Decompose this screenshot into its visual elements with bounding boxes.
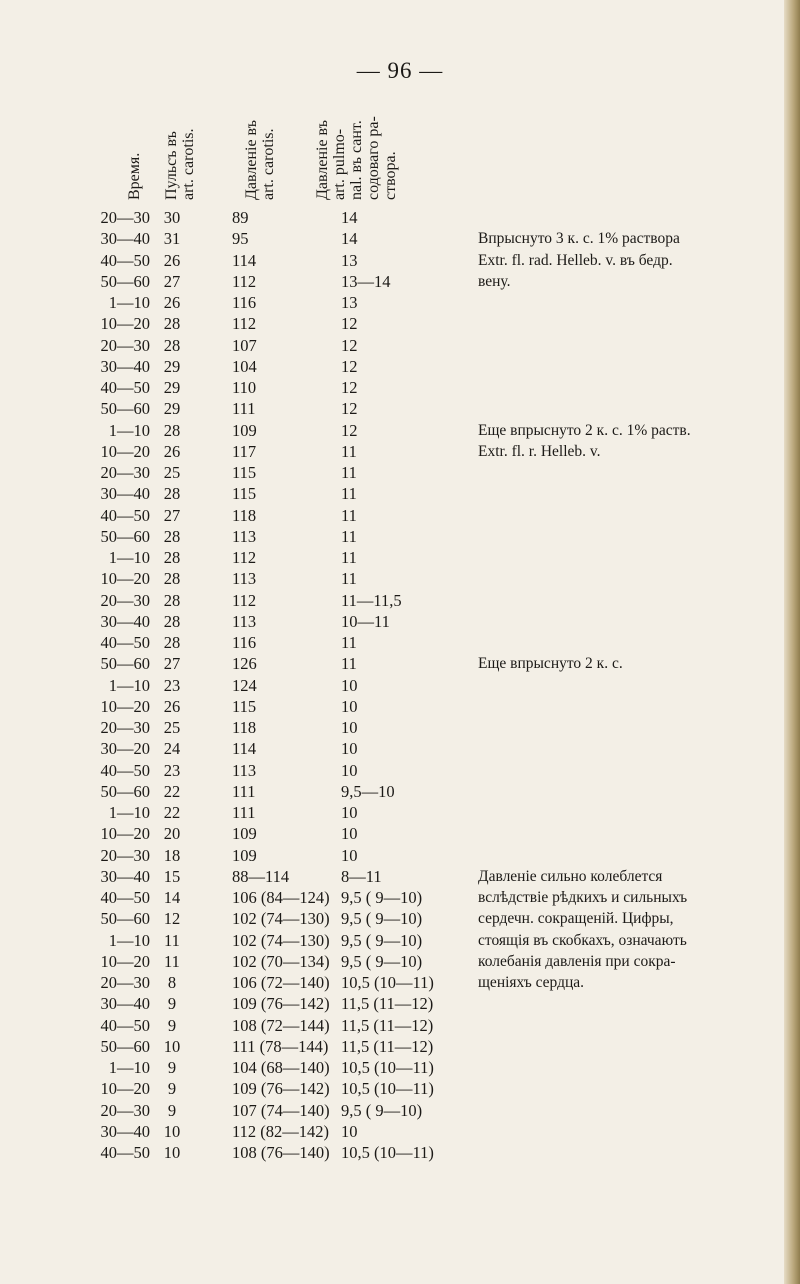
header-carotis-label: Давленіе въ art. carotis.	[243, 120, 277, 200]
table-row	[0, 1121, 800, 1142]
pulse-cell: 11	[164, 951, 180, 971]
time-cell: 40—50	[100, 505, 150, 525]
note-line: Extr. fl. rad. Helleb. v. въ бедр.	[478, 251, 673, 269]
pulmonal-pressure-cell: 10,5 (10—11)	[341, 973, 434, 992]
pulse-cell: 25	[163, 718, 181, 737]
header-time-label: Время.	[126, 152, 143, 200]
time-cell: 50—60	[100, 781, 150, 801]
time-cell: 1—10	[108, 675, 150, 695]
pulse-cell: 23	[163, 760, 181, 780]
time-cell: 20—30	[100, 335, 150, 355]
table-row	[0, 993, 800, 1014]
time-cell: 30—40	[100, 229, 150, 249]
pulmonal-pressure-cell: 10,5 (10—11)	[341, 1079, 434, 1099]
time-cell: 10—20	[100, 1079, 150, 1099]
pulmonal-pressure-cell: 10	[341, 845, 358, 865]
pulmonal-pressure-cell: 10,5 (10—11)	[341, 1143, 434, 1162]
carotis-pressure-cell: 88—114	[232, 866, 290, 886]
pulse-cell: 28	[163, 314, 181, 334]
time-cell: 20—30	[100, 718, 150, 737]
carotis-pressure-cell: 108 (76—140)	[232, 1143, 330, 1162]
time-cell: 30—40	[100, 1121, 150, 1141]
table-row	[0, 781, 800, 802]
note-line: колебанія давленія при сокра-	[478, 952, 676, 970]
table-row	[0, 1015, 800, 1036]
note-line: Extr. fl. r. Helleb. v.	[478, 442, 601, 460]
pulmonal-pressure-cell: 12	[341, 335, 358, 355]
time-cell: 30—20	[100, 739, 150, 759]
pulse-cell: 10	[163, 1121, 181, 1141]
carotis-pressure-cell: 116	[232, 293, 257, 312]
pulse-cell: 9	[167, 1100, 177, 1120]
carotis-pressure-cell: 112	[232, 548, 257, 567]
time-cell: 50—60	[100, 654, 150, 674]
time-cell: 40—50	[100, 378, 150, 397]
table-row	[0, 462, 800, 483]
carotis-pressure-cell: 95	[232, 229, 249, 249]
pulse-cell: 22	[163, 803, 181, 822]
table-row	[0, 207, 800, 228]
pulse-cell: 15	[163, 866, 181, 886]
pulse-cell: 8	[167, 973, 177, 992]
note-line: вслѣдствіе рѣдкихъ и сильныхъ	[478, 889, 688, 906]
time-cell: 40—50	[100, 888, 150, 907]
time-cell: 1—10	[108, 803, 150, 822]
table-row	[0, 313, 800, 334]
time-cell: 50—60	[100, 909, 150, 929]
table-row	[0, 823, 800, 844]
pulmonal-pressure-cell: 11,5 (11—12)	[341, 1015, 434, 1035]
pulse-cell: 26	[163, 441, 181, 461]
carotis-pressure-cell: 126	[232, 654, 257, 674]
carotis-pressure-cell: 111	[232, 803, 256, 822]
pulse-cell: 9	[167, 1015, 177, 1035]
pulse-cell: 18	[163, 845, 181, 865]
pulse-cell: 31	[163, 229, 181, 249]
pulmonal-pressure-cell: 11	[341, 654, 357, 674]
time-cell: 10—20	[100, 824, 150, 844]
time-cell: 20—30	[100, 208, 150, 227]
carotis-pressure-cell: 111 (78—144)	[232, 1036, 329, 1056]
table-row	[0, 335, 800, 356]
carotis-pressure-cell: 102 (74—130)	[232, 930, 330, 950]
time-cell: 30—40	[100, 611, 150, 631]
table-row	[0, 1142, 800, 1163]
pulse-cell: 24	[163, 739, 181, 759]
carotis-pressure-cell: 106 (72—140)	[232, 973, 330, 992]
pulse-cell: 9	[167, 994, 177, 1014]
time-cell: 30—40	[100, 994, 150, 1014]
pulmonal-pressure-cell: 13—14	[341, 271, 391, 291]
table-row	[0, 526, 800, 547]
pulmonal-pressure-cell: 11	[341, 441, 357, 461]
table-row	[0, 1057, 800, 1078]
pulmonal-pressure-cell: 10	[341, 718, 358, 737]
pulmonal-pressure-cell: 11	[341, 505, 357, 525]
pulse-cell: 11	[164, 930, 180, 950]
carotis-pressure-cell: 112	[232, 590, 257, 610]
table-row	[0, 568, 800, 589]
carotis-pressure-cell: 89	[232, 208, 249, 227]
time-cell: 1—10	[108, 930, 150, 950]
table-row	[0, 760, 800, 781]
carotis-pressure-cell: 107	[232, 335, 257, 355]
pulse-cell: 29	[163, 378, 181, 397]
note-line: Давленіе сильно колеблется	[478, 867, 663, 885]
pulse-cell: 9	[167, 1058, 177, 1077]
table-row	[0, 845, 800, 866]
pulse-cell: 25	[163, 463, 181, 482]
pulmonal-pressure-cell: 14	[341, 229, 358, 249]
carotis-pressure-cell: 111	[232, 781, 256, 801]
table-row	[0, 292, 800, 313]
carotis-pressure-cell: 124	[232, 675, 257, 695]
pulmonal-pressure-cell: 11—11,5	[341, 590, 402, 610]
table-row	[0, 590, 800, 611]
pulse-cell: 28	[163, 526, 181, 546]
time-cell: 50—60	[100, 1036, 150, 1056]
pulse-cell: 20	[163, 824, 181, 844]
time-cell: 20—30	[100, 973, 150, 992]
time-cell: 40—50	[100, 250, 150, 270]
pulmonal-pressure-cell: 9,5—10	[341, 781, 395, 801]
time-cell: 10—20	[100, 696, 150, 716]
pulmonal-pressure-cell: 12	[341, 420, 358, 440]
carotis-pressure-cell: 104	[232, 356, 257, 376]
carotis-pressure-cell: 114	[232, 250, 257, 270]
carotis-pressure-cell: 107 (74—140)	[232, 1100, 330, 1120]
time-cell: 10—20	[100, 951, 150, 971]
carotis-pressure-cell: 113	[232, 569, 257, 589]
table-row	[0, 356, 800, 377]
carotis-pressure-cell: 110	[232, 378, 257, 397]
pulse-cell: 12	[163, 909, 181, 929]
pulse-cell: 23	[163, 675, 181, 695]
time-cell: 1—10	[108, 420, 150, 440]
carotis-pressure-cell: 109	[232, 845, 257, 865]
carotis-pressure-cell: 113	[232, 760, 257, 780]
annotation-note	[478, 420, 786, 463]
table-row	[0, 717, 800, 738]
pulmonal-pressure-cell: 10	[341, 675, 358, 695]
pulmonal-pressure-cell: 9,5 ( 9—10)	[341, 930, 423, 950]
pulmonal-pressure-cell: 11	[341, 633, 357, 652]
time-cell: 50—60	[100, 399, 150, 419]
annotation-note	[478, 866, 786, 994]
table-row	[0, 611, 800, 632]
pulmonal-pressure-cell: 12	[341, 378, 358, 397]
pulmonal-pressure-cell: 10	[341, 739, 358, 759]
pulmonal-pressure-cell: 12	[341, 399, 358, 419]
pulse-cell: 10	[163, 1036, 181, 1056]
carotis-pressure-cell: 109	[232, 420, 257, 440]
pulse-cell: 26	[163, 293, 181, 312]
table-row	[0, 547, 800, 568]
carotis-pressure-cell: 102 (74—130)	[232, 909, 330, 929]
header-pulmonal-label: Давленіе въ art. pulmo- nal. въ сант. содоваго ра- створа.	[314, 116, 399, 200]
carotis-pressure-cell: 117	[232, 441, 257, 461]
time-cell: 1—10	[108, 1058, 150, 1077]
pulmonal-pressure-cell: 11	[341, 548, 357, 567]
pulse-cell: 28	[163, 335, 181, 355]
time-cell: 20—30	[100, 463, 150, 482]
time-cell: 1—10	[108, 548, 150, 567]
time-cell: 50—60	[100, 526, 150, 546]
pulse-cell: 28	[163, 569, 181, 589]
carotis-pressure-cell: 118	[232, 505, 257, 525]
page-number: — 96 —	[356, 58, 444, 83]
pulse-cell: 29	[163, 399, 181, 419]
header-pulmonal-pressure	[314, 60, 434, 200]
time-cell: 10—20	[100, 314, 150, 334]
carotis-pressure-cell: 112 (82—142)	[232, 1121, 330, 1141]
time-cell: 30—40	[100, 356, 150, 376]
pulmonal-pressure-cell: 9,5 ( 9—10)	[341, 909, 423, 929]
pulse-cell: 27	[163, 505, 181, 525]
pulmonal-pressure-cell: 10,5 (10—11)	[341, 1058, 434, 1077]
carotis-pressure-cell: 118	[232, 718, 257, 737]
pulmonal-pressure-cell: 13	[341, 250, 358, 270]
table-row	[0, 696, 800, 717]
pulse-cell: 9	[167, 1079, 177, 1099]
pulmonal-pressure-cell: 11	[341, 484, 357, 504]
pulse-cell: 26	[163, 250, 181, 270]
note-line: Еще впрыснуто 2 к. с.	[478, 655, 623, 673]
pulse-cell: 22	[163, 781, 181, 801]
carotis-pressure-cell: 116	[232, 633, 257, 652]
table-row	[0, 505, 800, 526]
time-cell: 10—20	[100, 569, 150, 589]
time-cell: 1—10	[108, 293, 150, 312]
header-pulse-label: Пульсъ въ art. carotis.	[163, 128, 197, 200]
table-row	[0, 377, 800, 398]
table-row	[0, 1100, 800, 1121]
carotis-pressure-cell: 102 (70—134)	[232, 951, 330, 971]
carotis-pressure-cell: 109 (76—142)	[232, 994, 330, 1014]
annotation-note	[478, 653, 786, 674]
pulse-cell: 27	[163, 654, 181, 674]
pulmonal-pressure-cell: 9,5 ( 9—10)	[341, 951, 423, 971]
carotis-pressure-cell: 115	[232, 484, 257, 504]
note-line: Впрыснуто 3 к. с. 1% раствора	[478, 230, 680, 248]
pulmonal-pressure-cell: 11	[341, 463, 357, 482]
pulmonal-pressure-cell: 9,5 ( 9—10)	[341, 1100, 423, 1120]
pulse-cell: 28	[163, 420, 181, 440]
table-row	[0, 802, 800, 823]
pulse-cell: 30	[163, 208, 181, 227]
pulmonal-pressure-cell: 10—11	[341, 611, 390, 631]
carotis-pressure-cell: 109 (76—142)	[232, 1079, 330, 1099]
note-line: Еще впрыснуто 2 к. с. 1% раств.	[478, 421, 691, 439]
pulse-cell: 28	[163, 590, 181, 610]
page-edge	[784, 0, 800, 1284]
pulse-cell: 28	[163, 633, 181, 652]
table-row	[0, 398, 800, 419]
annotation-note	[478, 228, 786, 292]
pulse-cell: 27	[163, 271, 181, 291]
table-row	[0, 738, 800, 759]
table-row	[0, 483, 800, 504]
time-cell: 20—30	[100, 1100, 150, 1120]
carotis-pressure-cell: 112	[232, 314, 257, 334]
pulse-cell: 28	[163, 611, 181, 631]
pulse-cell: 28	[163, 548, 181, 567]
time-cell: 30—40	[100, 866, 150, 886]
carotis-pressure-cell: 106 (84—124)	[232, 888, 330, 907]
table-row	[0, 632, 800, 653]
measurement-table	[0, 207, 800, 1163]
pulse-cell: 10	[163, 1143, 181, 1162]
time-cell: 40—50	[100, 1143, 150, 1162]
pulmonal-pressure-cell: 10	[341, 803, 358, 822]
pulmonal-pressure-cell: 11	[341, 569, 357, 589]
carotis-pressure-cell: 108 (72—144)	[232, 1015, 330, 1035]
pulmonal-pressure-cell: 10	[341, 760, 358, 780]
pulmonal-pressure-cell: 13	[341, 293, 358, 312]
carotis-pressure-cell: 109	[232, 824, 257, 844]
pulse-cell: 29	[163, 356, 181, 376]
carotis-pressure-cell: 115	[232, 696, 257, 716]
time-cell: 20—30	[100, 845, 150, 865]
pulmonal-pressure-cell: 10	[341, 1121, 358, 1141]
pulmonal-pressure-cell: 8—11	[341, 866, 382, 886]
pulmonal-pressure-cell: 11,5 (11—12)	[341, 1036, 434, 1056]
note-line: сердечн. сокращеній. Цифры,	[478, 910, 674, 928]
pulse-cell: 14	[163, 888, 181, 907]
note-line: стоящія въ скобкахъ, означають	[478, 931, 687, 949]
carotis-pressure-cell: 104 (68—140)	[232, 1058, 330, 1077]
table-row	[0, 1036, 800, 1057]
table-row	[0, 1078, 800, 1099]
carotis-pressure-cell: 115	[232, 463, 257, 482]
pulmonal-pressure-cell: 12	[341, 356, 358, 376]
time-cell: 40—50	[100, 760, 150, 780]
note-line: щеніяхъ сердца.	[478, 974, 585, 991]
pulmonal-pressure-cell: 12	[341, 314, 358, 334]
carotis-pressure-cell: 113	[232, 611, 257, 631]
note-line: вену.	[478, 272, 511, 290]
pulmonal-pressure-cell: 14	[341, 208, 358, 227]
time-cell: 30—40	[100, 484, 150, 504]
pulmonal-pressure-cell: 11	[341, 526, 357, 546]
pulmonal-pressure-cell: 9,5 ( 9—10)	[341, 888, 423, 907]
time-cell: 10—20	[100, 441, 150, 461]
carotis-pressure-cell: 113	[232, 526, 257, 546]
pulse-cell: 26	[163, 696, 181, 716]
carotis-pressure-cell: 112	[232, 271, 257, 291]
pulmonal-pressure-cell: 10	[341, 696, 358, 716]
pulmonal-pressure-cell: 11,5 (11—12)	[341, 994, 434, 1014]
time-cell: 40—50	[100, 633, 150, 652]
time-cell: 20—30	[100, 590, 150, 610]
pulse-cell: 28	[163, 484, 181, 504]
time-cell: 50—60	[100, 271, 150, 291]
table-row	[0, 675, 800, 696]
pulmonal-pressure-cell: 10	[341, 824, 358, 844]
time-cell: 40—50	[100, 1015, 150, 1035]
carotis-pressure-cell: 111	[232, 399, 256, 419]
carotis-pressure-cell: 114	[232, 739, 257, 759]
